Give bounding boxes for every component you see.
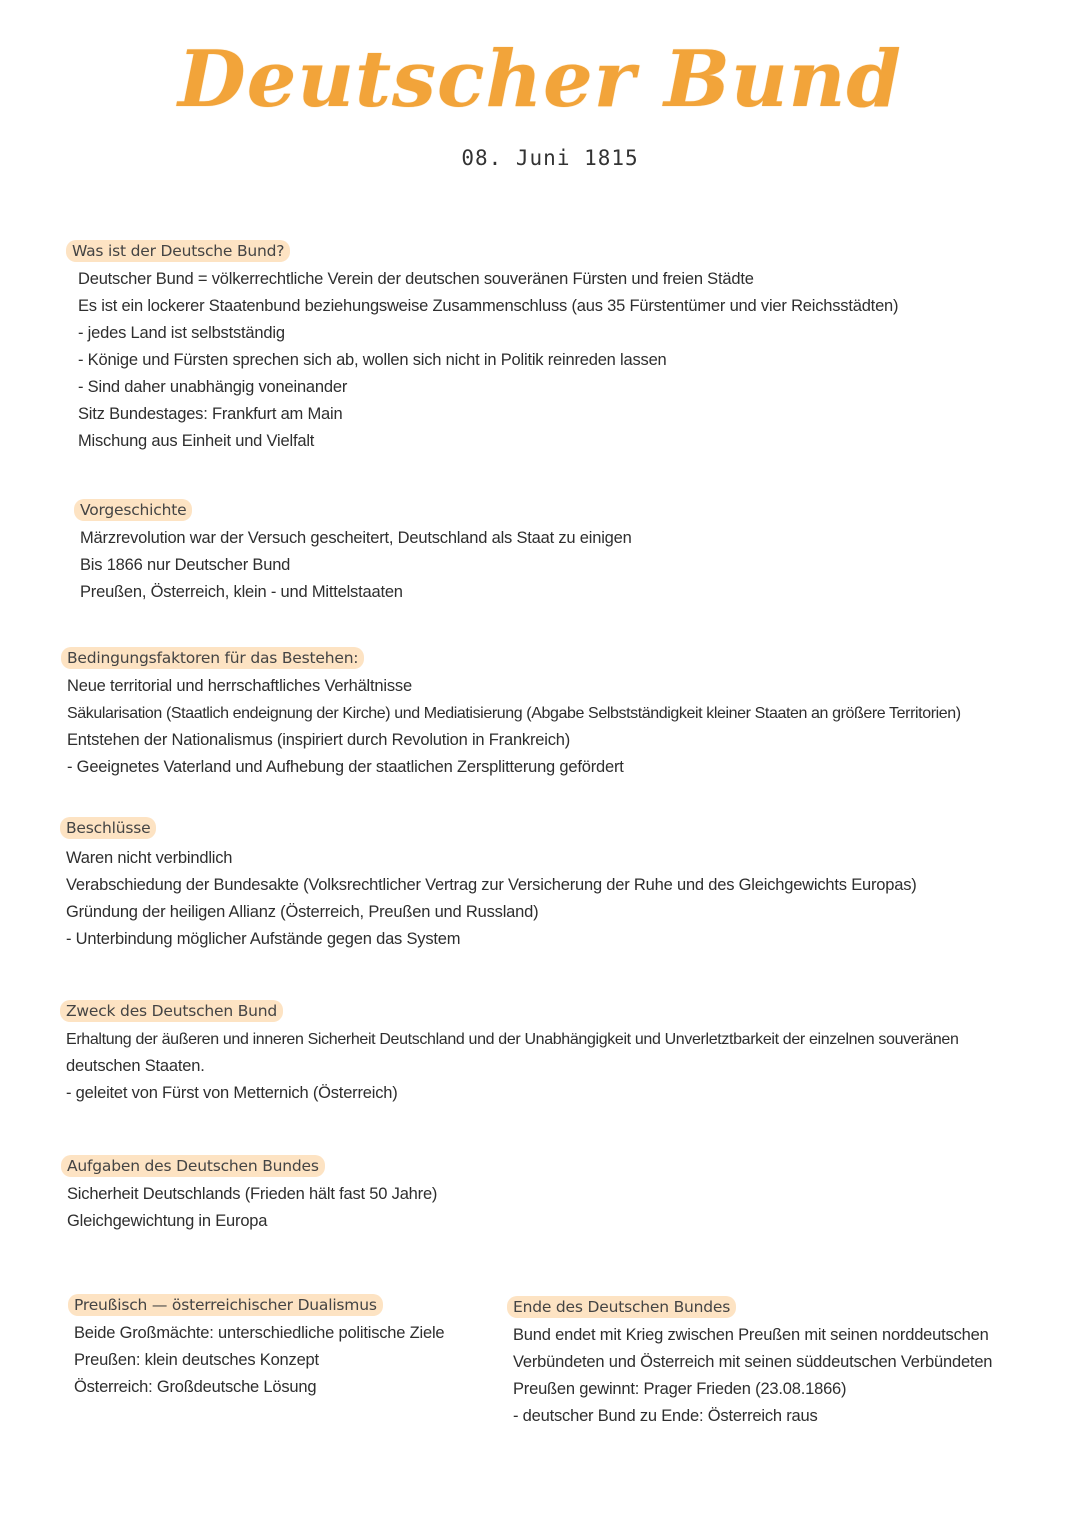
section-dualismus xyxy=(68,1294,444,1401)
text-line: - Unterbindung möglicher Aufstände gegen das System xyxy=(66,930,461,948)
section-was-ist xyxy=(66,240,898,455)
text-line: Mischung aus Einheit und Vielfalt xyxy=(78,432,315,450)
text-line: Es ist ein lockerer Staatenbund beziehungsweise Zusammenschluss (aus 35 Fürstentümer und vier Reichsstädten) xyxy=(78,297,899,315)
section-heading: Ende des Deutschen Bundes xyxy=(507,1296,736,1318)
section-zweck xyxy=(60,1000,959,1107)
text-line: Preußen gewinnt: Prager Frieden (23.08.1866) xyxy=(513,1380,847,1398)
text-line: Deutscher Bund = völkerrechtliche Verein der deutschen souveränen Fürsten und freien Städte xyxy=(78,270,754,288)
text-line: Sitz Bundestages: Frankfurt am Main xyxy=(78,405,343,423)
section-heading: Aufgaben des Deutschen Bundes xyxy=(61,1155,325,1177)
text-line: Sicherheit Deutschlands (Frieden hält fast 50 Jahre) xyxy=(67,1185,438,1203)
text-line: Waren nicht verbindlich xyxy=(66,849,233,867)
text-line: Entstehen der Nationalismus (inspiriert durch Revolution in Frankreich) xyxy=(67,731,571,749)
section-vorgeschichte xyxy=(74,499,632,606)
section-heading: Bedingungsfaktoren für das Bestehen: xyxy=(61,647,364,669)
text-line: Verabschiedung der Bundesakte (Volksrechtlicher Vertrag zur Versicherung der Ruhe und des Gleichgewichts Europas) xyxy=(66,876,917,894)
section-heading: Zweck des Deutschen Bund xyxy=(60,1000,283,1022)
section-aufgaben xyxy=(61,1155,437,1235)
text-line: Preußen, Österreich, klein - und Mittelstaaten xyxy=(80,583,403,601)
text-line: Österreich: Großdeutsche Lösung xyxy=(74,1378,317,1396)
text-line: Erhaltung der äußeren und inneren Sicherheit Deutschland und der Unabhängigkeit und Unverletztbarkeit der einzelnen souveränen xyxy=(66,1031,959,1048)
text-line: Preußen: klein deutsches Konzept xyxy=(74,1351,319,1369)
text-line: Bis 1866 nur Deutscher Bund xyxy=(80,556,291,574)
section-bedingungsfaktoren xyxy=(61,647,961,781)
section-beschluesse xyxy=(60,817,917,953)
text-line: - geleitet von Fürst von Metternich (Österreich) xyxy=(66,1084,398,1102)
text-line: deutschen Staaten. xyxy=(66,1057,205,1075)
text-line: Verbündeten und Österreich mit seinen süddeutschen Verbündeten xyxy=(513,1353,993,1371)
page-date: 08. Juni 1815 xyxy=(461,146,639,170)
section-ende xyxy=(507,1296,992,1430)
text-line: - Sind daher unabhängig voneinander xyxy=(78,378,348,396)
text-line: - jedes Land ist selbstständig xyxy=(78,324,285,342)
text-line: Beide Großmächte: unterschiedliche politische Ziele xyxy=(74,1324,445,1342)
page-title: Deutscher Bund xyxy=(178,34,902,125)
text-line: Gründung der heiligen Allianz (Österreich, Preußen und Russland) xyxy=(66,903,539,921)
text-line: Neue territorial und herrschaftliches Verhältnisse xyxy=(67,677,412,695)
section-heading: Preußisch — österreichischer Dualismus xyxy=(68,1294,383,1316)
text-line: - deutscher Bund zu Ende: Österreich raus xyxy=(513,1407,818,1425)
text-line: Märzrevolution war der Versuch gescheitert, Deutschland als Staat zu einigen xyxy=(80,529,632,547)
text-line: Bund endet mit Krieg zwischen Preußen mit seinen norddeutschen xyxy=(513,1326,989,1344)
text-line: Säkularisation (Staatlich endeignung der Kirche) und Mediatisierung (Abgabe Selbstständigkeit kleiner Staaten an größere Territorien) xyxy=(67,705,961,722)
section-heading: Beschlüsse xyxy=(60,817,156,839)
text-line: - Könige und Fürsten sprechen sich ab, wollen sich nicht in Politik reinreden lassen xyxy=(78,351,667,369)
section-heading: Was ist der Deutsche Bund? xyxy=(66,240,290,262)
section-heading: Vorgeschichte xyxy=(74,499,192,521)
text-line: Gleichgewichtung in Europa xyxy=(67,1212,268,1230)
text-line: - Geeignetes Vaterland und Aufhebung der staatlichen Zersplitterung gefördert xyxy=(67,758,624,776)
